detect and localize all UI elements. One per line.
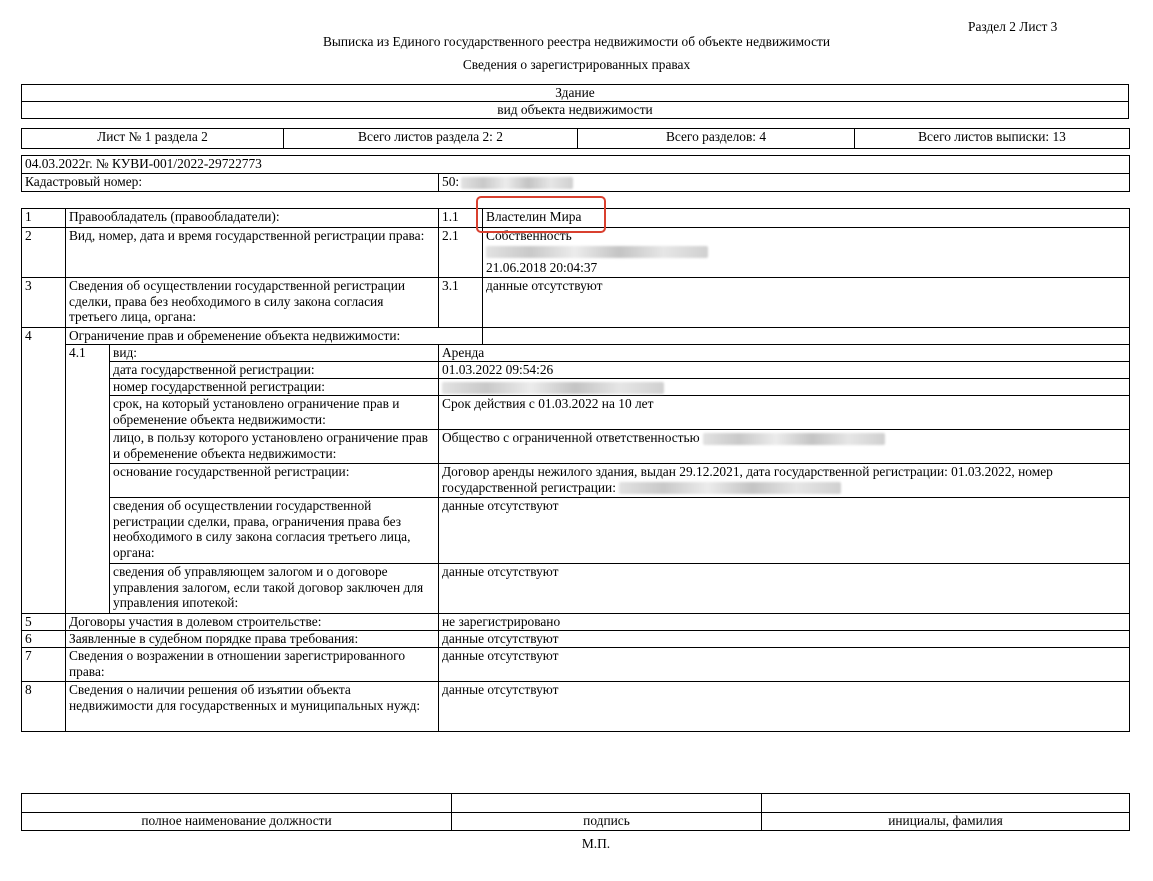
row-number: 4 <box>22 328 66 614</box>
table-row <box>22 278 1130 328</box>
name-caption: инициалы, фамилия <box>762 813 1130 831</box>
row-label: Правообладатель (правообладатели): <box>66 209 439 228</box>
encumbrance-value: данные отсутствуют <box>439 498 1130 564</box>
signature-caption: подпись <box>452 813 762 831</box>
table-row <box>22 682 1130 732</box>
redacted-basis-number <box>619 482 841 494</box>
row-number: 6 <box>22 631 66 648</box>
row-label: Заявленные в судебном порядке права требования: <box>66 631 439 648</box>
stamp-label: М.П. <box>581 836 611 851</box>
encumbrance-label: номер государственной регистрации: <box>110 379 439 396</box>
right-type-cell <box>483 228 1130 278</box>
name-field <box>762 794 1130 813</box>
table-row <box>22 648 1130 682</box>
rights-table <box>21 208 1130 732</box>
doc-date-number: 04.03.2022г. № КУВИ-001/2022-29722773 <box>22 156 1130 174</box>
sheets-table <box>21 128 1130 149</box>
table-row <box>22 614 1130 631</box>
row-sub-number: 4.1 <box>66 345 110 614</box>
object-type-table <box>21 84 1129 119</box>
table-row <box>22 362 1130 379</box>
sections-total: Всего разделов: 4 <box>578 129 855 149</box>
document-title: Выписка из Единого государственного реестра недвижимости об объекте недвижимости <box>322 34 831 49</box>
position-caption: полное наименование должности <box>22 813 452 831</box>
row-value: данные отсутствуют <box>439 648 1130 682</box>
cadastral-value-cell <box>439 174 1130 192</box>
section-sheets-total: Всего листов раздела 2: 2 <box>284 129 578 149</box>
row-sub-number: 2.1 <box>439 228 483 278</box>
table-row <box>22 379 1130 396</box>
row-label: Договоры участия в долевом строительстве: <box>66 614 439 631</box>
row-number: 2 <box>22 228 66 278</box>
table-row <box>22 345 1130 362</box>
row-label: Вид, номер, дата и время государственной регистрации права: <box>66 228 439 278</box>
table-row <box>22 464 1130 498</box>
encumbrance-value-cell <box>439 430 1130 464</box>
redacted-encumbrance-number <box>442 382 664 394</box>
row-number: 8 <box>22 682 66 732</box>
object-type: Здание <box>22 85 1129 102</box>
sheet-number: Лист № 1 раздела 2 <box>22 129 284 149</box>
encumbrance-value: Договор аренды нежилого здания, выдан 29.12.2021, дата государственной регистрации: 01.03.2022, номер государственной регистрации: <box>442 464 1053 495</box>
encumbrance-label: вид: <box>110 345 439 362</box>
table-row <box>22 396 1130 430</box>
row-label: Сведения об осуществлении государственной регистрации сделки, права без необходимого в силу закона согласия третьего лица, органа: <box>66 278 439 328</box>
extract-sheets-total: Всего листов выписки: 13 <box>855 129 1130 149</box>
encumbrance-label: сведения об управляющем залогом и о договоре управления залогом, если такой договор заключен для управления ипотекой: <box>110 564 439 614</box>
row-label: Сведения о наличии решения об изъятии объекта недвижимости для государственных и муниципальных нужд: <box>66 682 439 732</box>
encumbrance-value-cell <box>439 464 1130 498</box>
table-row <box>22 228 1130 278</box>
encumbrance-label: срок, на который установлено ограничение прав и обременение объекта недвижимости: <box>110 396 439 430</box>
object-type-caption: вид объекта недвижимости <box>22 102 1129 119</box>
row-number: 7 <box>22 648 66 682</box>
encumbrance-value: данные отсутствуют <box>439 564 1130 614</box>
row-number: 5 <box>22 614 66 631</box>
empty-cell <box>483 328 1130 345</box>
row-value: данные отсутствуют <box>439 631 1130 648</box>
signature-table <box>21 793 1130 831</box>
cadastral-value: 50: <box>442 174 460 189</box>
section-sheet-label: Раздел 2 Лист 3 <box>968 19 1058 34</box>
encumbrance-label: лицо, в пользу которого установлено ограничение прав и обременение объекта недвижимости: <box>110 430 439 464</box>
encumbrance-value-cell <box>439 379 1130 396</box>
encumbrance-value: Общество с ограниченной ответственностью <box>442 430 700 445</box>
row-value: данные отсутствуют <box>439 682 1130 732</box>
encumbrance-label: сведения об осуществлении государственной регистрации сделки, права, ограничения права без необходимого в силу закона согласия третьего лица, органа: <box>110 498 439 564</box>
row-sub-number: 3.1 <box>439 278 483 328</box>
row-number: 3 <box>22 278 66 328</box>
registration-datetime: 21.06.2018 20:04:37 <box>486 259 598 275</box>
signature-field <box>452 794 762 813</box>
document-subtitle: Сведения о зарегистрированных правах <box>462 57 691 72</box>
redacted-company-name <box>703 433 885 445</box>
redacted-cadastral <box>461 177 573 189</box>
row-label: Ограничение прав и обременение объекта недвижимости: <box>66 328 483 345</box>
encumbrance-value: Аренда <box>439 345 1130 362</box>
encumbrance-label: основание государственной регистрации: <box>110 464 439 498</box>
cadastral-label: Кадастровый номер: <box>22 174 439 192</box>
row-value: не зарегистрировано <box>439 614 1130 631</box>
redacted-registration-number <box>486 246 708 258</box>
table-row <box>22 430 1130 464</box>
table-row <box>22 328 1130 345</box>
rightholder-name: Властелин Мира <box>483 209 1130 228</box>
table-row <box>22 631 1130 648</box>
encumbrance-value: Срок действия с 01.03.2022 на 10 лет <box>439 396 1130 430</box>
encumbrance-label: дата государственной регистрации: <box>110 362 439 379</box>
row-sub-number: 1.1 <box>439 209 483 228</box>
highlight-box <box>476 196 606 233</box>
position-field <box>22 794 452 813</box>
doc-info-table <box>21 155 1130 192</box>
right-type: Собственность <box>486 228 572 243</box>
encumbrance-value: 01.03.2022 09:54:26 <box>439 362 1130 379</box>
row-number: 1 <box>22 209 66 228</box>
row-label: Сведения о возражении в отношении зарегистрированного права: <box>66 648 439 682</box>
row-value: данные отсутствуют <box>483 278 1130 328</box>
table-row <box>22 564 1130 614</box>
table-row <box>22 498 1130 564</box>
